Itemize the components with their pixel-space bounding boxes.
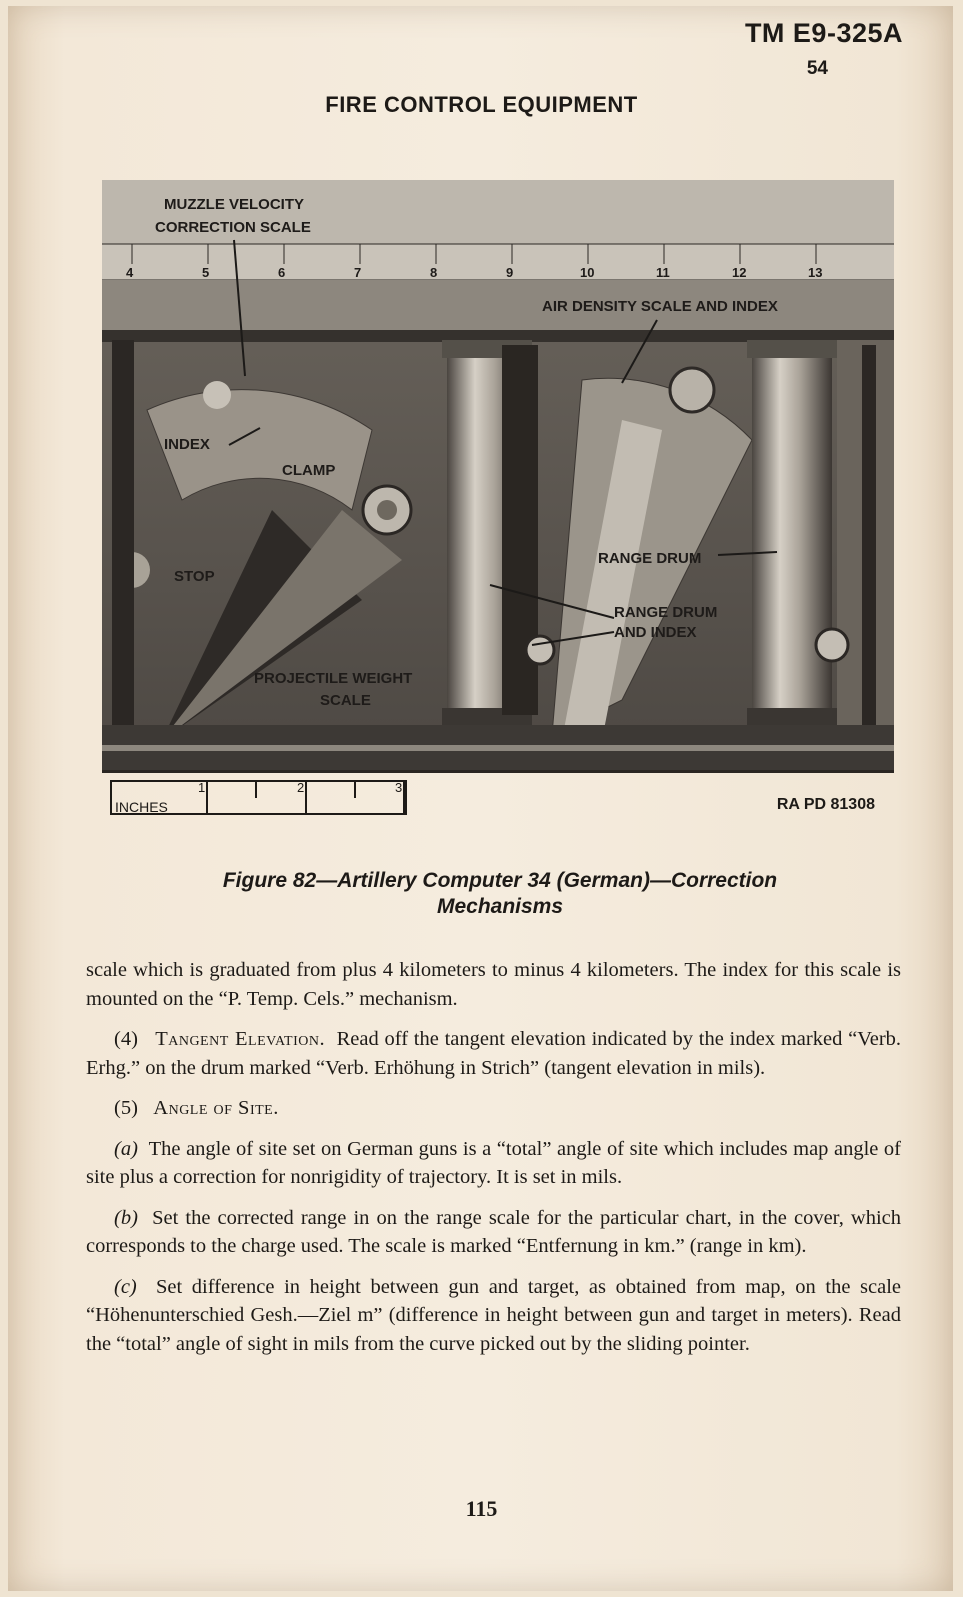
sub-item-label: (c) bbox=[114, 1275, 137, 1298]
label-and-index: AND INDEX bbox=[614, 624, 697, 641]
paragraph bbox=[86, 1204, 901, 1261]
label-scale: SCALE bbox=[320, 692, 371, 709]
ruler-number: 4 bbox=[126, 265, 134, 280]
item-heading: Angle of Site. bbox=[153, 1097, 279, 1119]
sub-item-label: (b) bbox=[114, 1206, 138, 1229]
label-correction-scale: CORRECTION SCALE bbox=[155, 219, 311, 236]
label-projectile-weight: PROJECTILE WEIGHT bbox=[254, 670, 413, 687]
item-text: The angle of site set on German guns is a “total” angle of site which includes map angle of site plus a correction for nonrigidity of trajectory. It is set in mils. bbox=[86, 1137, 901, 1188]
label-stop: STOP bbox=[174, 568, 215, 585]
caption-line: Mechanisms bbox=[436, 895, 564, 918]
paragraph: scale which is graduated from plus 4 kilometers to minus 4 kilometers. The index for this scale is mounted on the “P. Temp. Cels.” mechanism. bbox=[86, 959, 901, 1010]
label-air-density: AIR DENSITY SCALE AND INDEX bbox=[542, 298, 778, 315]
sub-item-label: (a) bbox=[114, 1137, 138, 1160]
ruler-number: 5 bbox=[202, 265, 210, 280]
figure-caption bbox=[90, 868, 910, 920]
label-range-drum-and: RANGE DRUM bbox=[614, 604, 718, 621]
paragraph bbox=[86, 1025, 901, 1082]
section-title: FIRE CONTROL EQUIPMENT bbox=[325, 92, 638, 117]
paragraph bbox=[86, 1094, 901, 1123]
label-muzzle-velocity: MUZZLE VELOCITY bbox=[164, 196, 304, 213]
figure-code: RA PD 81308 bbox=[776, 796, 875, 813]
item-heading: Tangent Elevation. bbox=[155, 1028, 326, 1050]
ruler-number: 11 bbox=[656, 265, 670, 280]
ruler-number: 8 bbox=[430, 265, 438, 280]
ruler-number: 9 bbox=[506, 265, 514, 280]
figure-photo bbox=[102, 180, 894, 773]
ruler-number: 10 bbox=[580, 265, 595, 280]
item-number: (5) bbox=[114, 1097, 138, 1119]
scale-mark: 1 bbox=[198, 780, 206, 795]
label-clamp: CLAMP bbox=[282, 462, 336, 479]
paragraph bbox=[86, 1273, 901, 1359]
scale-mark: 2 bbox=[297, 780, 305, 795]
label-index: INDEX bbox=[164, 436, 210, 453]
mechanism-illustration bbox=[102, 180, 894, 770]
ruler-number: 7 bbox=[354, 265, 362, 280]
caption-line: Figure 82—Artillery Computer 34 (German)—Correction bbox=[222, 869, 778, 892]
item-number: (4) bbox=[114, 1028, 138, 1050]
paragraph bbox=[86, 1135, 901, 1192]
manual-number: TM E9-325A bbox=[744, 18, 903, 48]
scale-unit-label: INCHES bbox=[115, 799, 168, 815]
ruler-number: 12 bbox=[732, 265, 747, 280]
scale-mark: 3 bbox=[395, 780, 403, 795]
label-range-drum: RANGE DRUM bbox=[598, 550, 702, 567]
page-number: 115 bbox=[465, 1496, 498, 1521]
paragraph-number: 54 bbox=[806, 58, 828, 79]
ruler-number: 6 bbox=[278, 265, 286, 280]
ruler-number: 13 bbox=[808, 265, 823, 280]
item-text: Set difference in height between gun and target, as obtained from map, on the scale “Höhenunterschied Gesh.—Ziel m” (difference in height between gun and target in meters). Read the “total” angle of sight in mils from the curve picked out by the sliding pointer. bbox=[86, 1275, 901, 1355]
item-text: Read off the tangent elevation indicated by the index marked “Verb. Erhg.” on the drum marked “Verb. Erhöhung in Strich” (tangent elevation in mils). bbox=[86, 1028, 902, 1079]
item-text: Set the corrected range in on the range scale for the particular chart, in the cover, which corresponds to the charge used. The scale is marked “Entfernung in km.” (range in km). bbox=[86, 1206, 902, 1257]
body-text bbox=[86, 956, 901, 1370]
